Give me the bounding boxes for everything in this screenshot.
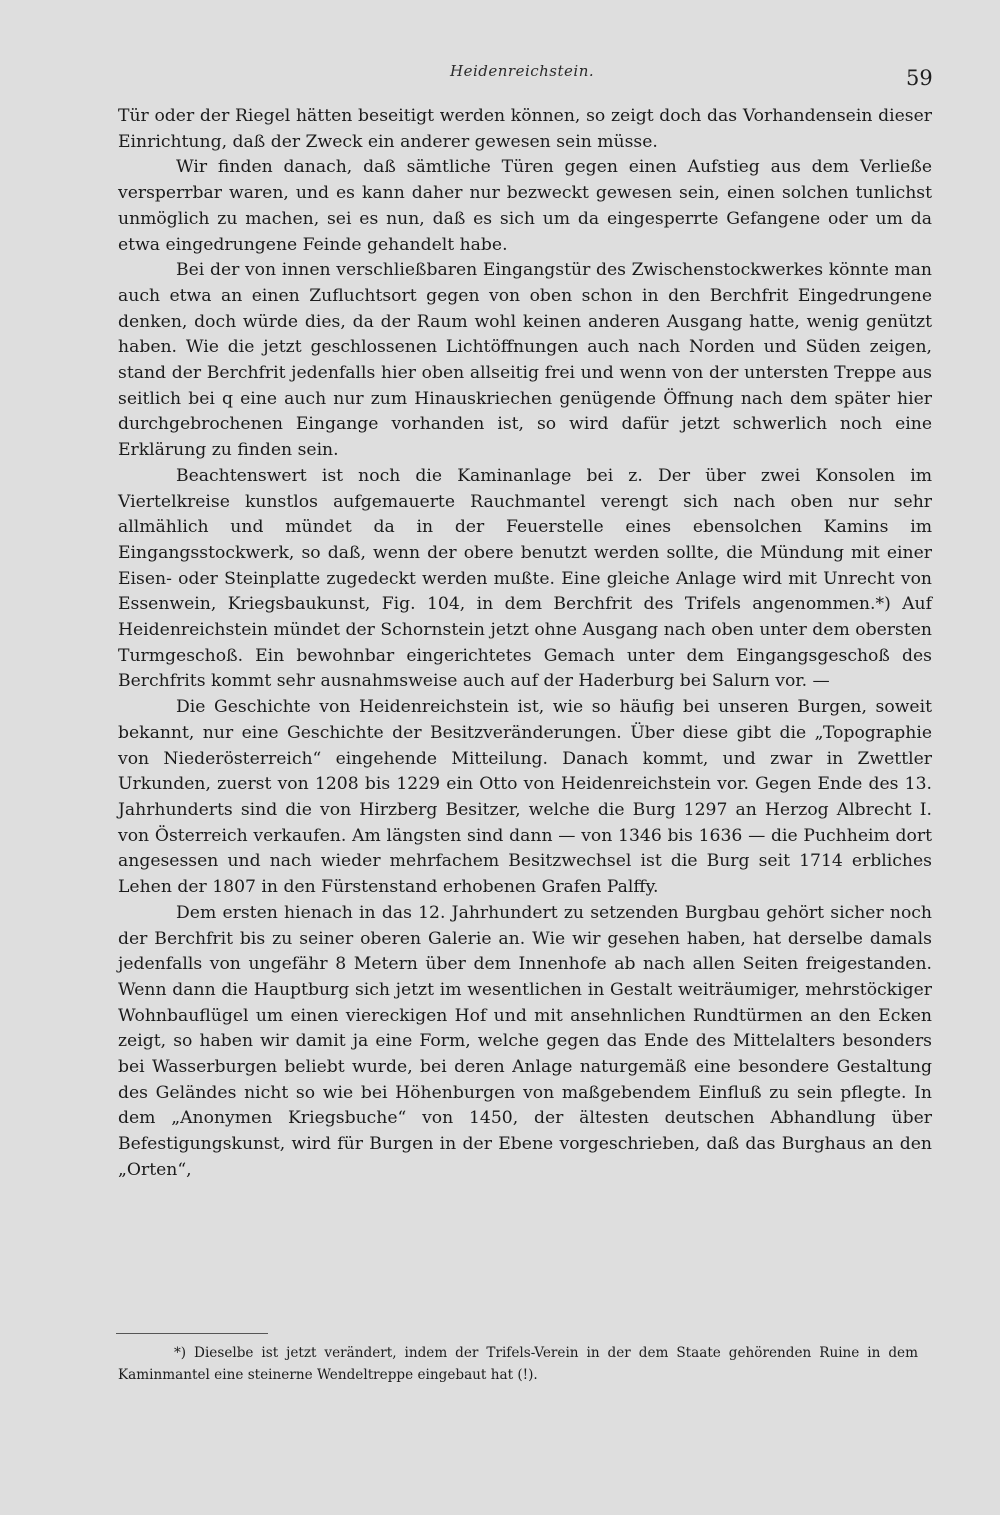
paragraph: Bei der von innen verschließbaren Eingangstür des Zwischenstockwerkes könnte man auch etwa an einen Zufluchtsort gegen von oben schon in den Berchfrit Eingedrungene denken, doch würde dies, da der Raum wohl keinen anderen Ausgang hatte, wenig genützt haben. Wie die jetzt geschlossenen Lichtöffnungen auch nach Norden und Süden zeigen, stand der Berchfrit jedenfalls hier oben allseitig frei und wenn von der untersten Treppe aus seitlich bei q eine auch nur zum Hinauskriechen genügende Öffnung nach dem später hier durchgebrochenen Eingange vorhanden ist, so wird dafür jetzt schwerlich noch eine Erklärung zu finden sein. (118, 260, 932, 461)
footnote: *) Dieselbe ist jetzt verändert, indem der Trifels-Verein in der dem Staate gehörenden Ruine in dem Kaminmantel eine steinerne Wendeltreppe eingebaut hat (!). (118, 1345, 918, 1383)
paragraph: Wir finden danach, daß sämtliche Türen gegen einen Aufstieg aus dem Verließe versperrbar waren, und es kann daher nur bezweckt gewesen sein, einen solchen tunlichst unmöglich zu machen, sei es nun, daß es sich um da eingesperrte Gefangene oder um da etwa eingedrungene Feinde gehandelt habe. (118, 157, 932, 255)
paragraph: Die Geschichte von Heidenreichstein ist, wie so häufig bei unseren Burgen, soweit bekannt, nur eine Geschichte der Besitzveränderungen. Über diese gibt die „Topographie von Niederösterreich“ eingehende Mitteilung. Danach kommt, und zwar in Zwettler Urkunden, zuerst von 1208 bis 1229 ein Otto von Heidenreichstein vor. Gegen Ende des 13. Jahrhunderts sind die von Hirzberg Besitzer, welche die Burg 1297 an Herzog Albrecht I. von Österreich verkaufen. Am längsten sind dann — von 1346 bis 1636 — die Puchheim dort angesessen und nach wieder mehrfachem Besitzwechsel ist die Burg seit 1714 erbliches Lehen der 1807 in den Fürstenstand erhobenen Grafen Palffy. (118, 697, 932, 898)
page-number: 59 (906, 66, 933, 90)
paragraph: Beachtenswert ist noch die Kaminanlage bei z. Der über zwei Konsolen im Viertelkreise kunstlos aufgemauerte Rauchmantel verengt sich nach oben nur sehr allmählich und mündet da in der Feuerstelle eines ebensolchen Kamins im Eingangsstockwerk, so daß, wenn der obere benutzt werden sollte, die Mündung mit einer Eisen- oder Steinplatte zugedeckt werden mußte. Eine gleiche Anlage wird mit Unrecht von Essenwein, Kriegsbaukunst, Fig. 104, in dem Berchfrit des Trifels angenommen.*) Auf Heidenreichstein mündet der Schornstein jetzt ohne Ausgang nach oben unter dem obersten Turmgeschoß. Ein bewohnbar eingerichtetes Gemach unter dem Eingangsgeschoß des Berchfrits kommt sehr ausnahmsweise auch auf der Haderburg bei Salurn vor. — (118, 465, 932, 692)
paragraph: Dem ersten hienach in das 12. Jahrhundert zu setzenden Burgbau gehört sicher noch der Berchfrit bis zu seiner oberen Galerie an. Wie wir gesehen haben, hat derselbe damals jedenfalls von ungefähr 8 Metern über dem Innenhofe ab nach allen Seiten freigestanden. Wenn dann die Hauptburg sich jetzt im wesentlichen in Gestalt weiträumiger, mehrstöckiger Wohnbauflügel um einen viereckigen Hof und mit ansehnlichen Rundtürmen an den Ecken zeigt, so haben wir damit ja eine Form, welche gegen das Ende des Mittelalters besonders bei Wasserburgen beliebt wurde, bei deren Anlage naturgemäß eine besondere Gestaltung des Geländes nicht so wie bei Höhenburgen von maßgebendem Einfluß zu sein pflegte. In dem „Anonymen Kriegsbuche“ von 1450, der ältesten deutschen Abhandlung über Befestigungskunst, wird für Burgen in der Ebene vorgeschrieben, daß das Burghaus an den „Orten“, (118, 902, 932, 1180)
running-title: Heidenreichstein. (450, 62, 595, 80)
paragraph: Tür oder der Riegel hätten beseitigt werden können, so zeigt doch das Vorhandensein dieser Einrichtung, daß der Zweck ein anderer gewesen sein müsse. (118, 106, 932, 152)
footnote-rule (116, 1333, 268, 1334)
main-text (118, 104, 932, 1184)
